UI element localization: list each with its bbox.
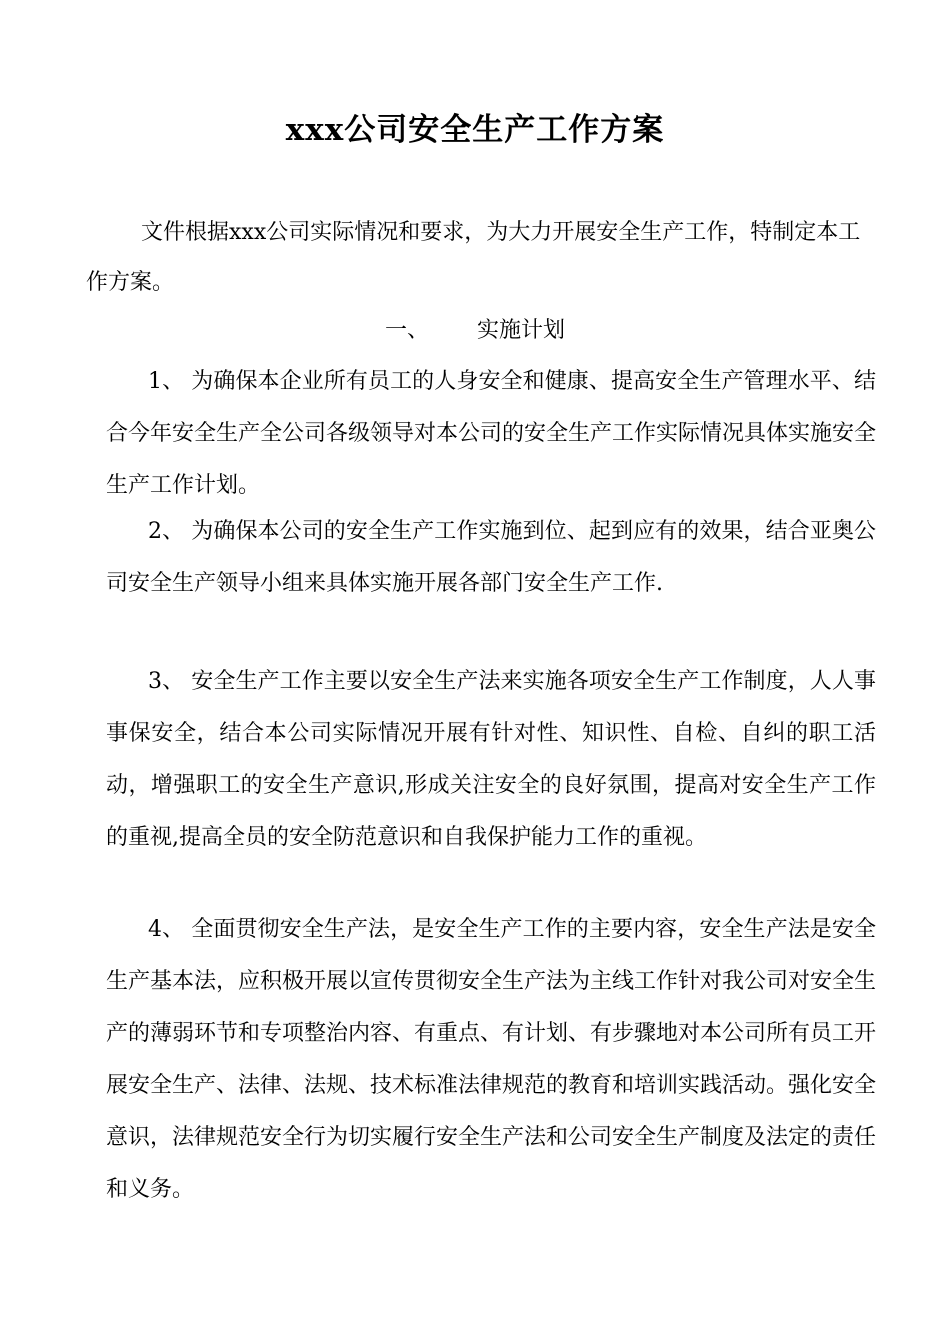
section-title: 实施计划 (477, 318, 566, 343)
section-number: 一、 (384, 318, 429, 343)
section-heading (0, 306, 950, 356)
plan-item-1: 1、 为确保本企业所有员工的人身安全和健康、提高安全生产管理水平、结合今年安全生产全公司各级领导对本公司的安全生产工作实际情况具体实施安全生产工作计划。 (106, 369, 877, 498)
plan-item-4: 4、 全面贯彻安全生产法，是安全生产工作的主要内容，安全生产法是安全生产基本法，应积极开展以宣传贯彻安全生产法为主线工作针对我公司对安全生产的薄弱环节和专项整治内容、有重点、有计划、有步骤地对本公司所有员工开展安全生产、法律、法规、技术标准法律规范的教育和培训实践活动。强化安全意识，法律规范安全行为切实履行安全生产法和公司安全生产制度及法定的责任和义务。 (106, 917, 877, 1202)
intro-paragraph: 文件根据xxx公司实际情况和要求，为大力开展安全生产工作，特制定本工作方案。 (86, 220, 861, 295)
plan-item-3: 3、 安全生产工作主要以安全生产法来实施各项安全生产工作制度，人人事事保安全，结合本公司实际情况开展有针对性、知识性、自检、自纠的职工活动，增强职工的安全生产意识,形成关注安全的良好氛围，提高对安全生产工作的重视,提高全员的安全防范意识和自我保护能力工作的重视。 (106, 669, 876, 850)
plan-item-2: 2、 为确保本公司的安全生产工作实施到位、起到应有的效果，结合亚奥公司安全生产领导小组来具体实施开展各部门安全生产工作. (106, 519, 876, 596)
document-title: xxx公司安全生产工作方案 (285, 112, 665, 148)
